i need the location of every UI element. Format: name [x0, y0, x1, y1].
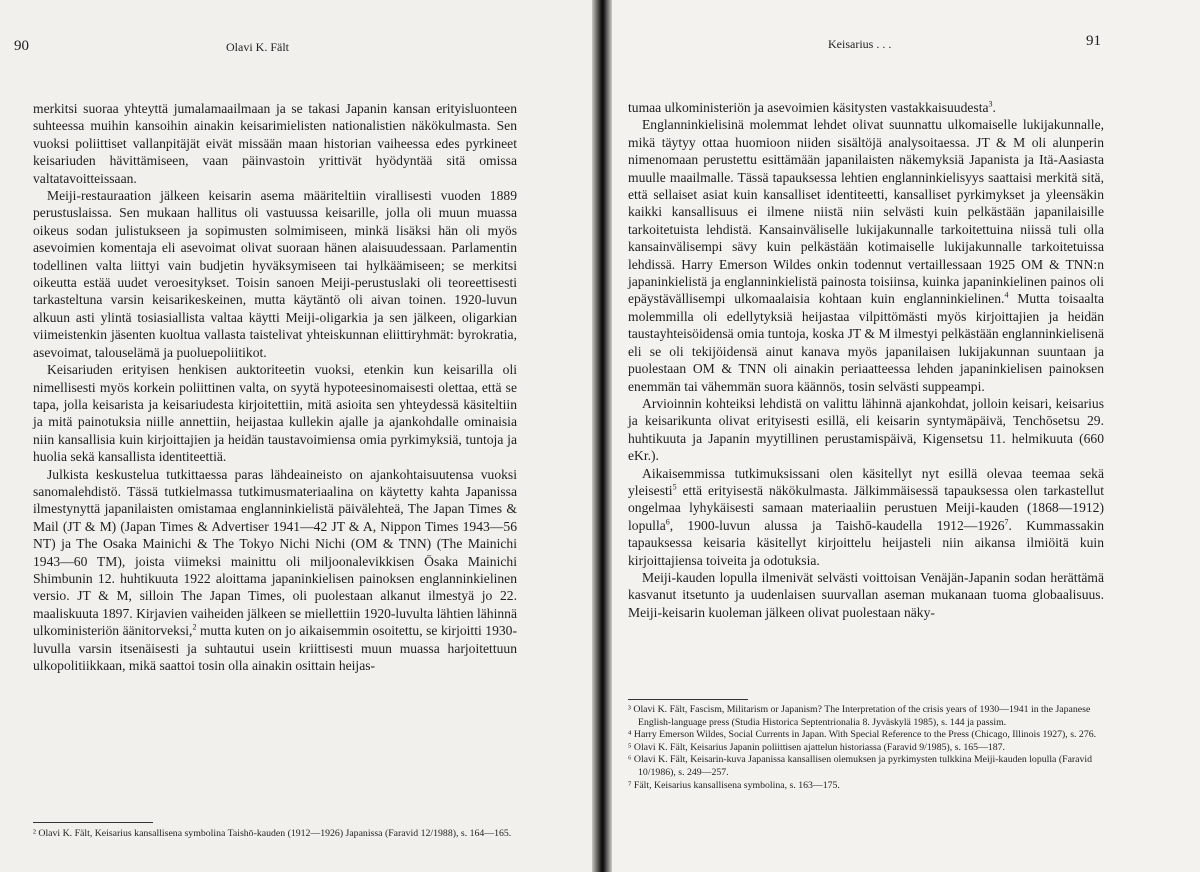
footnote: ² Olavi K. Fält, Keisarius kansallisena symbolina Taishō-kauden (1912—1926) Japanissa (Faravid 12/1988), s. 164—165.: [33, 828, 512, 839]
paragraph: tumaa ulkoministeriön ja asevoimien käsitysten vastakkaisuudesta$^3$.: [628, 99, 996, 115]
paragraph-text: Englanninkielisinä molemmat lehdet olivat suunnattu ulkomaiselle lukijakunnalle, mikä täytyy ottaa huomioon niiden sisältöjä analysoitaessa. JT & M oli alunperin nimenomaan perustettu esittämään japanilaisten näkemyksiä Japanista ja Itä-Aasiasta muulle maailmalle. Tässä tapauksessa lehtien englanninkielisyys saattaisi merkitä sitä, että sellaiset asiat kuin kansalliset identiteetti, kansalliset pyrkimykset ja yleensäkin kaikki kansallisuus ei ilmene niistä niin selvästi kuin pelkästään japanilaisille tarkoitetuista lehdistä. Kansainväliselle lukijakunnalle tarkoitettuina niissä tuli olla kansainvälisempi sävy kuin pelkästään kotimaiselle lukijakunnalle tarkoitetuissa lehdissä. Harry Emerson Wildes onkin todennut vertaillessaan 1925 OM & TNN:n japaninkielistä ja englanninkielistä painosta toisiinsa, kuinka japaninkielinen painos oli epäystävällisempi ulkomaalaisia kohtaan kuin englanninkielinen.: [628, 117, 1104, 307]
paragraph: merkitsi suoraa yhteyttä jumalamaailmaan ja se takasi Japanin kansan erityisluonteen suhteessa muihin kansoihin ainakin keisarimielisten nationalistien näkökulmasta. Sen vuoksi poliittiset vallanpitäjät eivät missään maan historian vaiheessa edes pyrkineet keisariuden hävittämiseen, vaan päinvastoin yrittivät hyödyntää sitä omissa valtatavoitteissaan.: [33, 101, 517, 186]
footnote: ⁵ Olavi K. Fält, Keisarius Japanin poliittisen ajattelun historiassa (Faravid 9/1985), s. 165—187.: [628, 741, 1006, 753]
running-head: Keisarius . . .: [828, 37, 892, 51]
book-gutter: [592, 0, 612, 872]
footnote: ⁷ Fält, Keisarius kansallisena symbolina, s. 163—175.: [628, 779, 840, 791]
footnote-marker: 7: [1004, 517, 1009, 527]
paragraph: Arvioinnin kohteiksi lehdistä on valittu lähinnä ajankohdat, jolloin keisari, keisarius ja keisarikunta olivat erityisesti esillä, eli keisarin syntymäpäivä, Tenchōsetsu 29. huhtikuuta ja Japanin myytillinen perustamispäivä, Kigensetsu 11. helmikuuta (660 eKr.).: [628, 395, 1104, 464]
paragraph: Meiji-restauraation jälkeen keisarin asema määriteltiin virallisesti vuoden 1889 perustuslaissa. Sen mukaan hallitus oli vastuussa keisarille, jolla oli muun muassa oikeus sodan julistukseen ja sopimusten solmimiseen, minkä lisäksi hän oli myös asevoimien komentaja eli asevoimat olivat suoraan hänen alaisuudessaan. Parlamentin todellinen valta liittyi vain budjetin hyväksymiseen tai hylkäämiseen; se merkitsi oikeutta estää uudet veroesitykset. Toisin sanoen Meiji-perustuslaki oli teoreettisesti tarkasteltuna varsin keisarikeskeinen, mutta käytäntö oli aivan toinen. 1920-luvun alkuun asti ylintä tosiasiallista valtaa käytti Meiji-oligarkia ja sen jälkeen, oligarkian viimeistenkin jäsenten kuoltua vallasta taistelivat yhteiskunnan eliittiryhmät: byrokratia, asevoimat, talouselämä ja puoluepoliitikot.: [33, 188, 517, 360]
footnote-rule: [33, 822, 153, 823]
footnote-marker: 6: [665, 517, 670, 527]
page-number: 90: [14, 38, 29, 54]
left-page: [0, 0, 598, 872]
paragraph: [33, 466, 517, 675]
paragraph: Keisariuden erityisen henkisen auktoriteetin vuoksi, etenkin kun keisarilla oli nimellisesti myös korkein poliittinen valta, on syytä hypoteesinomaisesti olettaa, että se tapa, jolla keisarista ja keisariudesta kirjoitettiin, mitä asioita sen yhteydessä käsiteltiin ja mitä painotuksia niille annettiin, heijastaa kullekin ajalle ja ajankohdalle ominaisia niin kansallisia kuin kirjoittajien ja heidän taustavoimiensa omia pyrkimyksiä, tuntoja ja huolia sekä kansallista identiteettiä.: [33, 362, 517, 465]
paragraph-text: Aikaisemmissa tutkimuksissani olen käsitellyt nyt esillä olevaa teemaa sekä yleisesti: [628, 465, 1104, 498]
paragraph: Meiji-kauden lopulla ilmenivät selvästi voittoisan Venäjän-Japanin sodan herättämä kasvanut itsetunto ja uudenlaisen suurvallan aseman mukanaan tuoma globaalisuus. Meiji-keisarin kuoleman jälkeen olivat puolestaan näky-: [628, 569, 1104, 620]
paragraph-text: tumaa ulkoministeriön ja asevoimien käsitysten vastakkaisuudesta: [628, 100, 989, 115]
paragraph: [628, 116, 1104, 395]
paragraph-text: että erityisestä näkökulmasta. Jälkimmäisessä tapauksessa olen tarkastellut ongelmaa lyhykäisesti samaan materiaaliin perustuen Meiji-kauden (1868—1912) lopulla: [628, 482, 1104, 533]
body-text: [33, 100, 517, 674]
footnote-rule: [628, 699, 748, 700]
paragraph-text: mutta kuten on jo aikaisemmin osoitettu, se kirjoitti 1930-luvulla varsin itsenäisesti ja suhtautui usein kriittisesti muun muassa harjoitettuun ulkopolitiikkaan, mikä saattoi tosin olla ainakin osittain heijas-: [33, 623, 517, 673]
footnote: ⁴ Harry Emerson Wildes, Social Currents in Japan. With Special Reference to the Press (Chicago, Illinois 1927), s. 276.: [628, 729, 1097, 741]
footnotes: [33, 828, 515, 841]
paragraph-text: Mutta toisaalta molemmilla oli edellytyksiä heijastaa vilpittömästi myös kirjoittajien ja heidän taustayhteisöidensä omia tuntoja, koska JT & M ilmestyi pelkästään englanninkielisenä eli se oli tekijöidensä ainut kanava myös japanilaisen lukijakunnan suuntaan ja puolestaan OM & TNN oli ainakin periaatteessa lehden japaninkielisen painoksen enemmän tai vähemmän suora käännös, tosin selvästi suppeampi.: [628, 291, 1104, 394]
footnote-marker: 2: [192, 622, 197, 632]
footnote-marker: 3: [988, 99, 993, 109]
footnote: ⁶ Olavi K. Fält, Keisarin-kuva Japanissa kansallisen olemuksen ja pyrkimysten tulkkina Meiji-kauden lopulla (Faravid 10/1986), s. 249—257.: [628, 754, 1093, 778]
footnote-marker: 5: [672, 482, 677, 492]
footnotes: [628, 704, 1106, 792]
page-number: 91: [1086, 33, 1101, 49]
paragraph: [628, 465, 1104, 569]
running-head: Olavi K. Fält: [226, 40, 289, 54]
right-page: [606, 0, 1200, 872]
paragraph-text: , 1900-luvun alussa ja Taishō-kaudella 1912—1926: [669, 517, 1005, 533]
paragraph-text: . Kummassakin tapauksessa keisaria käsitellyt kirjoittelu heijasteli niin aikansa ilmiöitä kuin kirjoittajiensa toiveita ja odotuksia.: [628, 517, 1104, 568]
footnote: ³ Olavi K. Fält, Fascism, Militarism or Japanism? The Interpretation of the crisis years of 1930—1941 in the Japanese English-language press (Studia Historica Septentrionalia 8. Jyväskylä 1985), s. 144 ja passim.: [628, 704, 1091, 728]
body-text: [628, 99, 1104, 621]
paragraph-text: Julkista keskustelua tutkittaessa paras lähdeaineisto on ajankohtaisuutensa vuoksi sanomalehdistö. Tässä tutkielmassa tutkimusmateriaalina on käytetty kahta Japanissa ilmestynyttä japanilaisten omistamaa englanninkielistä päivälehteä, The Japan Times & Mail (JT & M) (Japan Times & Advertiser 1941—42 JT & A, Nippon Times 1943—56 NT) ja The Osaka Mainichi & The Tokyo Nichi Nichi (OM & TNN) (The Mainichi 1943—60 TM), joista viimeksi mainittu oli miljoonalevikkisen Ōsaka Mainichi Shimbunin 12. huhtikuuta 1922 aloittama japaninkielisen painoksen englanninkielinen versio. JT & M, silloin The Japan Times, oli puolestaan alkanut ilmestyä jo 22. maaliskuuta 1897. Kirjavien vaiheiden jälkeen se miellettiin 1920-luvulta lähtien lähinnä ulkoministeriön äänitorveksi,: [33, 466, 517, 639]
footnote-marker: 4: [1004, 290, 1009, 300]
